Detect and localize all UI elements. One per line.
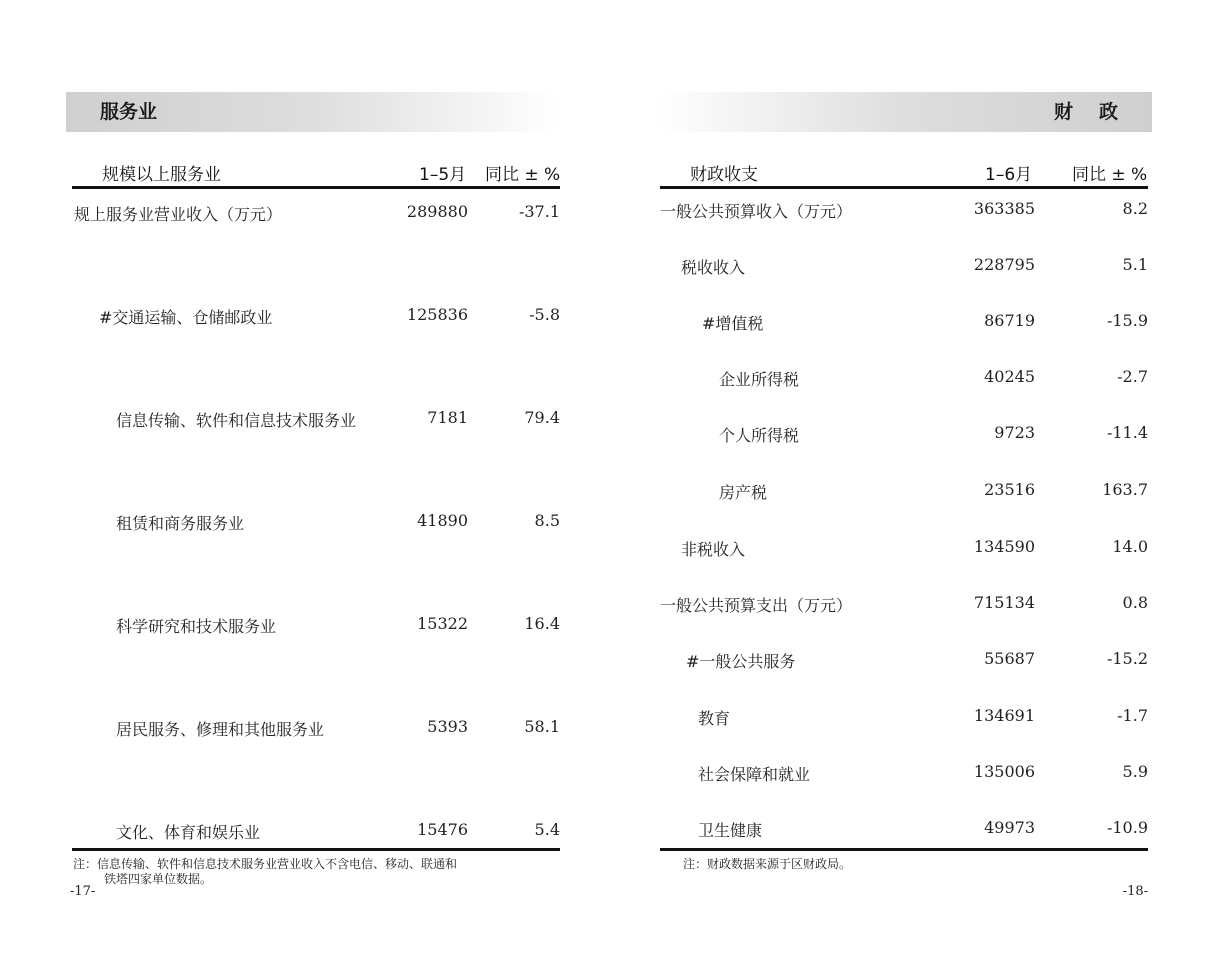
column-header-category: 财政收支 (690, 165, 758, 185)
row-change: 8.2 (1122, 199, 1148, 218)
footnote: 注：财政数据来源于区财政局。 (683, 857, 852, 871)
column-header-category: 规模以上服务业 (102, 165, 221, 185)
row-label: 房产税 (719, 483, 768, 502)
row-change: -10.9 (1106, 818, 1148, 837)
row-label: 一般公共预算支出（万元） (660, 596, 853, 615)
table-header (660, 160, 1148, 184)
footnote (73, 857, 563, 887)
row-label: 企业所得税 (719, 370, 800, 389)
row-label: 税收收入 (681, 258, 746, 277)
table-row (660, 423, 1148, 447)
footnote-line: 注：信息传输、软件和信息技术服务业营业收入不含电信、移动、联通和 (73, 857, 458, 871)
row-change: 5.4 (534, 820, 560, 839)
table-bottom-rule (72, 848, 560, 851)
table-row (660, 367, 1148, 391)
row-value: 49973 (984, 818, 1035, 837)
column-header-yoy: 同比 ± % (485, 165, 561, 185)
table-top-rule (660, 186, 1148, 189)
row-value: 134590 (973, 537, 1035, 556)
column-header-period: 1–6月 (985, 165, 1033, 185)
row-change: 79.4 (524, 408, 560, 427)
table-row (72, 717, 560, 741)
row-label: 教育 (698, 709, 731, 728)
row-value: 7181 (427, 408, 468, 427)
row-change: -2.7 (1117, 367, 1148, 386)
column-header-period: 1–5月 (419, 165, 467, 185)
row-value: 135006 (973, 762, 1035, 781)
row-value: 40245 (984, 367, 1035, 386)
row-change: -15.2 (1106, 649, 1148, 668)
section-banner-services (66, 92, 560, 132)
row-label: 非税收入 (681, 540, 746, 559)
row-label: 规上服务业营业收入（万元） (74, 205, 283, 224)
table-top-rule (72, 186, 560, 189)
row-value: 715134 (973, 593, 1035, 612)
table-row (72, 202, 560, 226)
row-value: 23516 (984, 480, 1035, 499)
row-label: #增值税 (702, 314, 764, 333)
row-value: 134691 (973, 706, 1035, 725)
row-label: 居民服务、修理和其他服务业 (116, 720, 325, 739)
table-row (660, 593, 1148, 617)
page-number: -17- (70, 884, 96, 899)
table-row (660, 311, 1148, 335)
table-row (660, 199, 1148, 223)
row-change: 16.4 (524, 614, 560, 633)
row-value: 15322 (417, 614, 468, 633)
row-change: 8.5 (534, 511, 560, 530)
row-value: 41890 (417, 511, 468, 530)
table-row (660, 762, 1148, 786)
row-label: 信息传输、软件和信息技术服务业 (116, 411, 357, 430)
row-change: 5.9 (1122, 762, 1148, 781)
table-row (72, 614, 560, 638)
row-value: 9723 (994, 423, 1035, 442)
row-value: 86719 (984, 311, 1035, 330)
row-value: 15476 (417, 820, 468, 839)
table-row (72, 511, 560, 535)
row-change: -1.7 (1117, 706, 1148, 725)
section-banner-finance (656, 92, 1152, 132)
table-row (72, 305, 560, 329)
table-row (660, 537, 1148, 561)
row-value: 55687 (984, 649, 1035, 668)
section-title: 财政 (1053, 101, 1144, 123)
row-change: 14.0 (1112, 537, 1148, 556)
row-label: 一般公共预算收入（万元） (660, 202, 853, 221)
section-title: 服务业 (100, 101, 158, 123)
row-label: 租赁和商务服务业 (116, 514, 245, 533)
row-label: 社会保障和就业 (698, 765, 811, 784)
page-number: -18- (1122, 884, 1148, 899)
row-label: 科学研究和技术服务业 (116, 617, 277, 636)
table-row (660, 480, 1148, 504)
row-value: 289880 (406, 202, 468, 221)
row-change: -5.8 (529, 305, 560, 324)
row-change: -11.4 (1106, 423, 1148, 442)
row-value: 228795 (973, 255, 1035, 274)
row-change: 163.7 (1102, 480, 1148, 499)
row-change: 0.8 (1122, 593, 1148, 612)
row-value: 5393 (427, 717, 468, 736)
row-label: #一般公共服务 (686, 652, 796, 671)
row-change: 5.1 (1122, 255, 1148, 274)
row-change: -37.1 (518, 202, 560, 221)
footnote-line: 铁塔四家单位数据。 (104, 872, 213, 886)
table-bottom-rule (660, 848, 1148, 851)
table-row (72, 820, 560, 844)
row-label: 个人所得税 (719, 426, 800, 445)
row-change: 58.1 (524, 717, 560, 736)
row-label: 卫生健康 (698, 821, 763, 840)
table-row (660, 255, 1148, 279)
row-value: 363385 (973, 199, 1035, 218)
table-row (660, 706, 1148, 730)
table-header (72, 160, 560, 184)
row-label: 文化、体育和娱乐业 (116, 823, 261, 842)
row-change: -15.9 (1106, 311, 1148, 330)
column-header-yoy: 同比 ± % (1072, 165, 1148, 185)
row-label: #交通运输、仓储邮政业 (99, 308, 273, 327)
row-value: 125836 (406, 305, 468, 324)
table-row (660, 818, 1148, 842)
table-row (660, 649, 1148, 673)
table-row (72, 408, 560, 432)
